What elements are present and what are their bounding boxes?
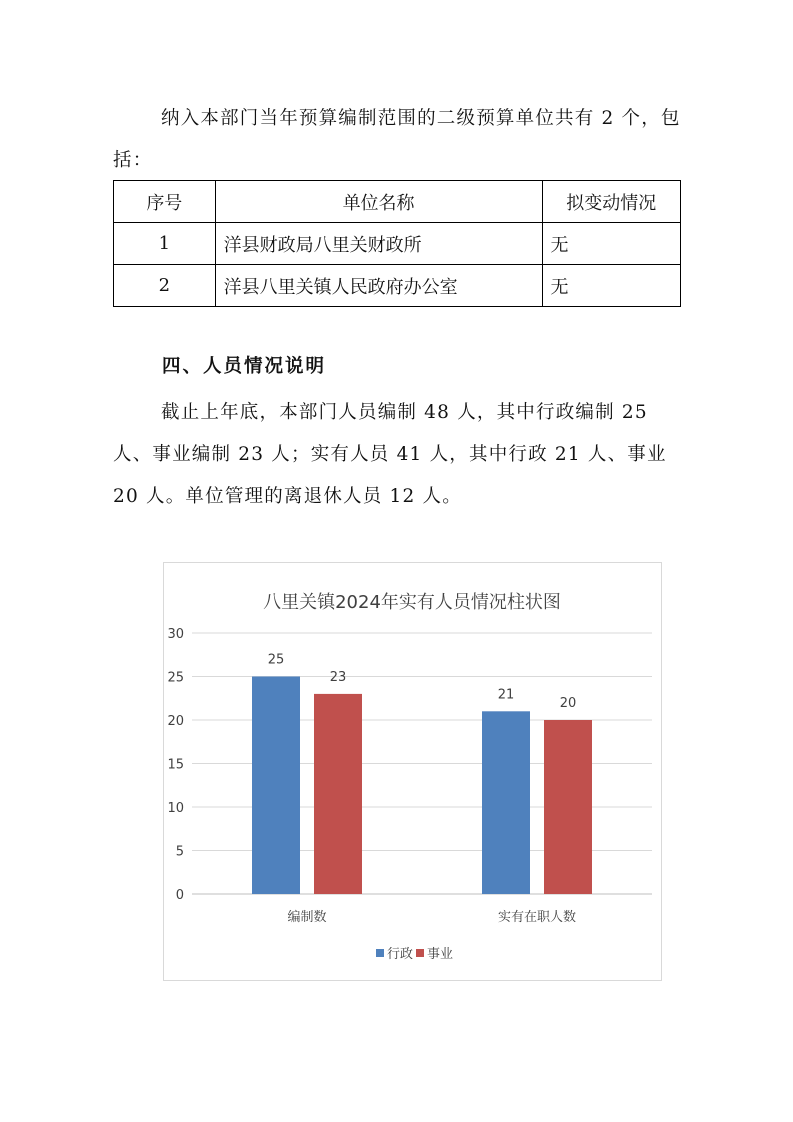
y-tick-label: 0 — [175, 888, 184, 903]
x-tick-label: 实有在职人数 — [497, 910, 577, 925]
x-axis-ticks — [287, 909, 576, 925]
row-change-status: 无 — [542, 265, 681, 307]
legend-label: 事业 — [427, 947, 454, 962]
bar-行政-编制数 — [252, 677, 300, 895]
legend-swatch — [376, 949, 384, 957]
bar-value-label: 23 — [329, 669, 347, 685]
intro-paragraph: 纳入本部门当年预算编制范围的二级预算单位共有 2 个，包括： — [113, 108, 681, 171]
chart-canvas — [164, 563, 661, 980]
bar-value-label: 21 — [497, 687, 515, 703]
y-tick-label: 15 — [167, 757, 184, 773]
row-unit-name: 洋县八里关镇人民政府办公室 — [215, 265, 542, 307]
bar-事业-编制数 — [314, 694, 362, 894]
legend-label: 行政 — [387, 947, 414, 962]
y-tick-label: 10 — [167, 801, 184, 816]
bar-行政-实有在职人数 — [482, 711, 530, 894]
y-tick-label: 20 — [167, 714, 184, 729]
chart-legend — [376, 946, 453, 962]
y-axis-ticks — [167, 627, 184, 903]
table-header-row — [114, 181, 681, 223]
row-index: 1 — [114, 223, 216, 265]
header-index: 序号 — [114, 181, 216, 223]
row-index: 2 — [114, 265, 216, 307]
legend-swatch — [416, 949, 424, 957]
staff-paragraph: 截止上年底，本部门人员编制 48 人，其中行政编制 25 人、事业编制 23 人；实有人员 41 人，其中行政 21 人、事业 20 人。单位管理的离退休人员 12 人。 — [113, 402, 667, 507]
row-unit-name: 洋县财政局八里关财政所 — [215, 223, 542, 265]
staff-bar-chart — [163, 562, 662, 981]
y-tick-label: 30 — [167, 627, 184, 642]
bar-value-label: 25 — [267, 652, 285, 668]
y-tick-label: 25 — [167, 670, 184, 686]
header-unit-name: 单位名称 — [215, 181, 542, 223]
header-change-status: 拟变动情况 — [542, 181, 681, 223]
table-row — [114, 223, 681, 265]
section-heading: 四、人员情况说明 — [162, 356, 327, 377]
bar-事业-实有在职人数 — [544, 720, 592, 894]
bar-value-label: 20 — [559, 696, 577, 711]
x-tick-label: 编制数 — [287, 910, 327, 925]
secondary-units-table — [113, 180, 681, 307]
y-tick-label: 5 — [175, 844, 184, 860]
chart-title: 八里关镇2024年实有人员情况柱状图 — [263, 592, 561, 613]
chart-bars — [252, 677, 592, 895]
row-change-status: 无 — [542, 223, 681, 265]
table-row — [114, 265, 681, 307]
